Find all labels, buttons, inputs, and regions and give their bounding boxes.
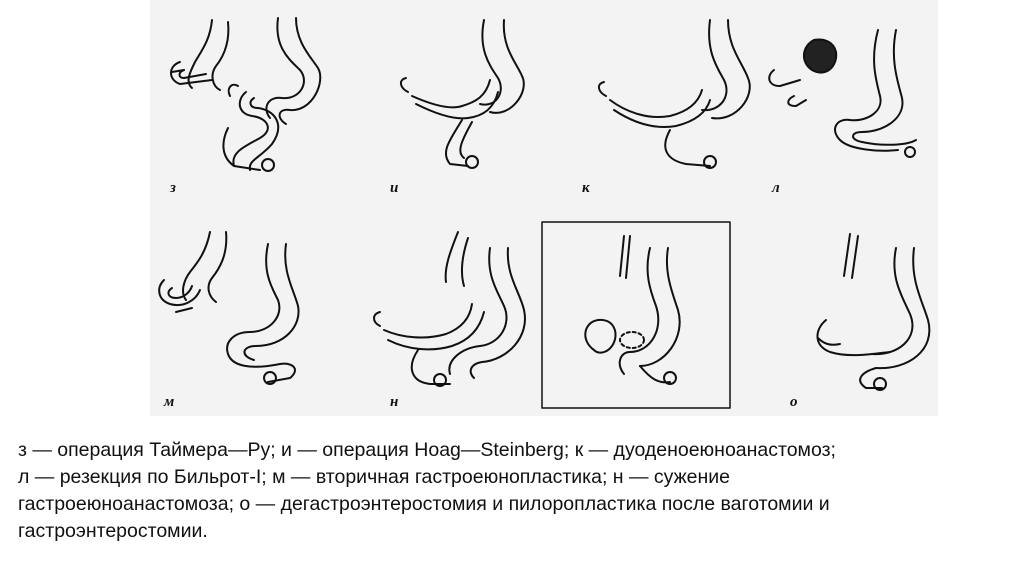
figure-caption [18,437,1008,545]
panel-letter-k: к [582,180,590,196]
diagram-svg [150,0,938,416]
panel-l-drawing [769,30,916,196]
panel-z-drawing [169,18,320,196]
panel-m-drawing [159,232,298,410]
panel-letter-m: м [164,394,175,410]
caption-line: л — резекция по Бильрот-I; м — вторичная гастроеюнопластика; н — сужение [18,466,731,488]
panel-n-drawing [374,232,525,410]
panel-letter-l: л [772,180,780,196]
caption-line: гастроеюноанастомоза; о — дегастроэнтеростомия и пилоропластика после ваготомии и [18,493,830,515]
panel-letter-i: и [390,180,399,196]
panel-o-drawing [790,234,929,410]
panel-letter-o: о [790,394,798,410]
caption-line: з — операция Таймера—Ру; и — операция Hoag—Steinberg; к — дуоденоеюноанастомоз; [18,439,836,461]
caption-line: гастроэнтеростомии. [18,520,208,542]
panel-boxed-drawing [542,222,730,408]
panel-letter-z: з [170,180,176,196]
panel-letter-n: н [390,394,399,410]
panel-i-drawing [390,20,524,196]
panel-k-drawing [582,20,750,196]
surgical-diagram-figure [150,0,938,416]
